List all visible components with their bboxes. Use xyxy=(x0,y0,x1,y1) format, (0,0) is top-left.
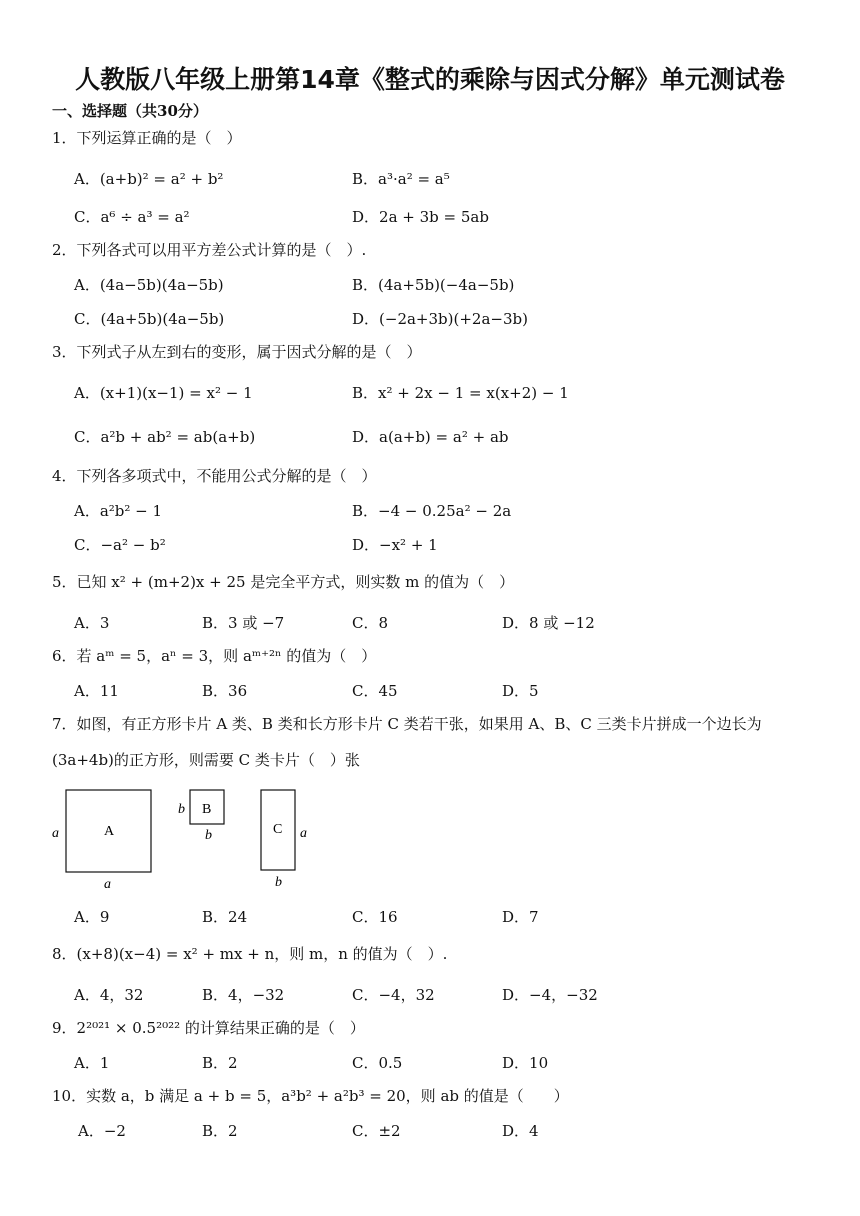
question-7-stem: 7．如图，有正方形卡片 A 类、B 类和长方形卡片 C 类若干张，如果用 A、B、C 三类卡片拼成一个边长为(3a+4b)的正方形，则需要 C 类卡片（ ）张 xyxy=(52,715,762,769)
q9-option-d[interactable]: D．10 xyxy=(502,1054,549,1072)
question-1-stem: 1．下列运算正确的是（ ） xyxy=(52,129,242,147)
card-b-side-bottom: b xyxy=(205,828,212,843)
q7-option-d[interactable]: D．7 xyxy=(502,908,539,926)
question-10-stem: 10．实数 a，b 满足 a + b = 5，a³b² + a²b³ = 20，则 ab 的值是（ ） xyxy=(52,1087,569,1105)
q4-option-a[interactable]: A．a²b² − 1 xyxy=(74,502,163,520)
q3-option-d[interactable]: D．a(a+b) = a² + ab xyxy=(352,428,509,446)
q10-option-c[interactable]: C．±2 xyxy=(352,1122,401,1140)
q2-option-b[interactable]: B．(4a+5b)(−4a−5b) xyxy=(352,276,515,294)
card-c-label: C xyxy=(273,822,283,837)
section-heading: 一、选择题（共30分） xyxy=(52,102,208,120)
q4-option-d[interactable]: D．−x² + 1 xyxy=(352,536,438,554)
cards-figure xyxy=(46,784,326,894)
q3-option-c[interactable]: C．a²b + ab² = ab(a+b) xyxy=(74,428,256,446)
q6-option-d[interactable]: D．5 xyxy=(502,682,539,700)
q9-option-a[interactable]: A．1 xyxy=(74,1054,110,1072)
q2-option-c[interactable]: C．(4a+5b)(4a−5b) xyxy=(74,310,225,328)
card-c-side-right: a xyxy=(300,826,307,841)
q1-option-b[interactable]: B．a³·a² = a⁵ xyxy=(352,170,450,188)
q2-option-d[interactable]: D．(−2a+3b)(+2a−3b) xyxy=(352,310,528,328)
q6-option-c[interactable]: C．45 xyxy=(352,682,398,700)
question-3-stem: 3．下列式子从左到右的变形，属于因式分解的是（ ） xyxy=(52,343,422,361)
page-title: 人教版八年级上册第14章《整式的乘除与因式分解》单元测试卷 xyxy=(75,65,785,94)
q7-option-c[interactable]: C．16 xyxy=(352,908,398,926)
q3-option-b[interactable]: B．x² + 2x − 1 = x(x+2) − 1 xyxy=(352,384,569,402)
q6-option-b[interactable]: B．36 xyxy=(202,682,248,700)
q3-option-a[interactable]: A．(x+1)(x−1) = x² − 1 xyxy=(74,384,253,402)
q2-option-a[interactable]: A．(4a−5b)(4a−5b) xyxy=(74,276,224,294)
question-5-stem: 5．已知 x² + (m+2)x + 25 是完全平方式，则实数 m 的值为（ ） xyxy=(52,573,515,591)
q5-option-a[interactable]: A．3 xyxy=(74,614,110,632)
card-b-label: B xyxy=(202,802,212,817)
q9-option-c[interactable]: C．0.5 xyxy=(352,1054,403,1072)
card-a-side-left: a xyxy=(52,826,59,841)
q1-option-c[interactable]: C．a⁶ ÷ a³ = a² xyxy=(74,208,190,226)
question-9-stem: 9．2²⁰²¹ × 0.5²⁰²² 的计算结果正确的是（ ） xyxy=(52,1019,365,1037)
card-a-label: A xyxy=(104,824,115,839)
q1-option-d[interactable]: D．2a + 3b = 5ab xyxy=(352,208,489,226)
card-c-side-bottom: b xyxy=(275,875,282,890)
q1-option-a[interactable]: A．(a+b)² = a² + b² xyxy=(74,170,224,188)
question-6-stem: 6．若 aᵐ = 5，aⁿ = 3，则 aᵐ⁺²ⁿ 的值为（ ） xyxy=(52,647,377,665)
q4-option-b[interactable]: B．−4 − 0.25a² − 2a xyxy=(352,502,512,520)
q5-option-b[interactable]: B．3 或 −7 xyxy=(202,614,285,632)
q10-option-a[interactable]: A．−2 xyxy=(78,1122,126,1140)
q8-option-d[interactable]: D．−4，−32 xyxy=(502,986,598,1004)
q5-option-c[interactable]: C．8 xyxy=(352,614,389,632)
question-4-stem: 4．下列各多项式中，不能用公式分解的是（ ） xyxy=(52,467,377,485)
card-a-side-bottom: a xyxy=(104,877,111,892)
q8-option-b[interactable]: B．4，−32 xyxy=(202,986,285,1004)
q8-option-a[interactable]: A．4，32 xyxy=(74,986,144,1004)
q5-option-d[interactable]: D．8 或 −12 xyxy=(502,614,595,632)
q6-option-a[interactable]: A．11 xyxy=(74,682,119,700)
q4-option-c[interactable]: C．−a² − b² xyxy=(74,536,166,554)
question-2-stem: 2．下列各式可以用平方差公式计算的是（ ）. xyxy=(52,241,367,259)
q10-option-b[interactable]: B．2 xyxy=(202,1122,238,1140)
card-b-side-left: b xyxy=(178,802,185,817)
question-8-stem: 8．(x+8)(x−4) = x² + mx + n，则 m，n 的值为（ ）. xyxy=(52,945,448,963)
q8-option-c[interactable]: C．−4，32 xyxy=(352,986,435,1004)
q10-option-d[interactable]: D．4 xyxy=(502,1122,539,1140)
q7-option-b[interactable]: B．24 xyxy=(202,908,248,926)
q9-option-b[interactable]: B．2 xyxy=(202,1054,238,1072)
q7-option-a[interactable]: A．9 xyxy=(74,908,110,926)
